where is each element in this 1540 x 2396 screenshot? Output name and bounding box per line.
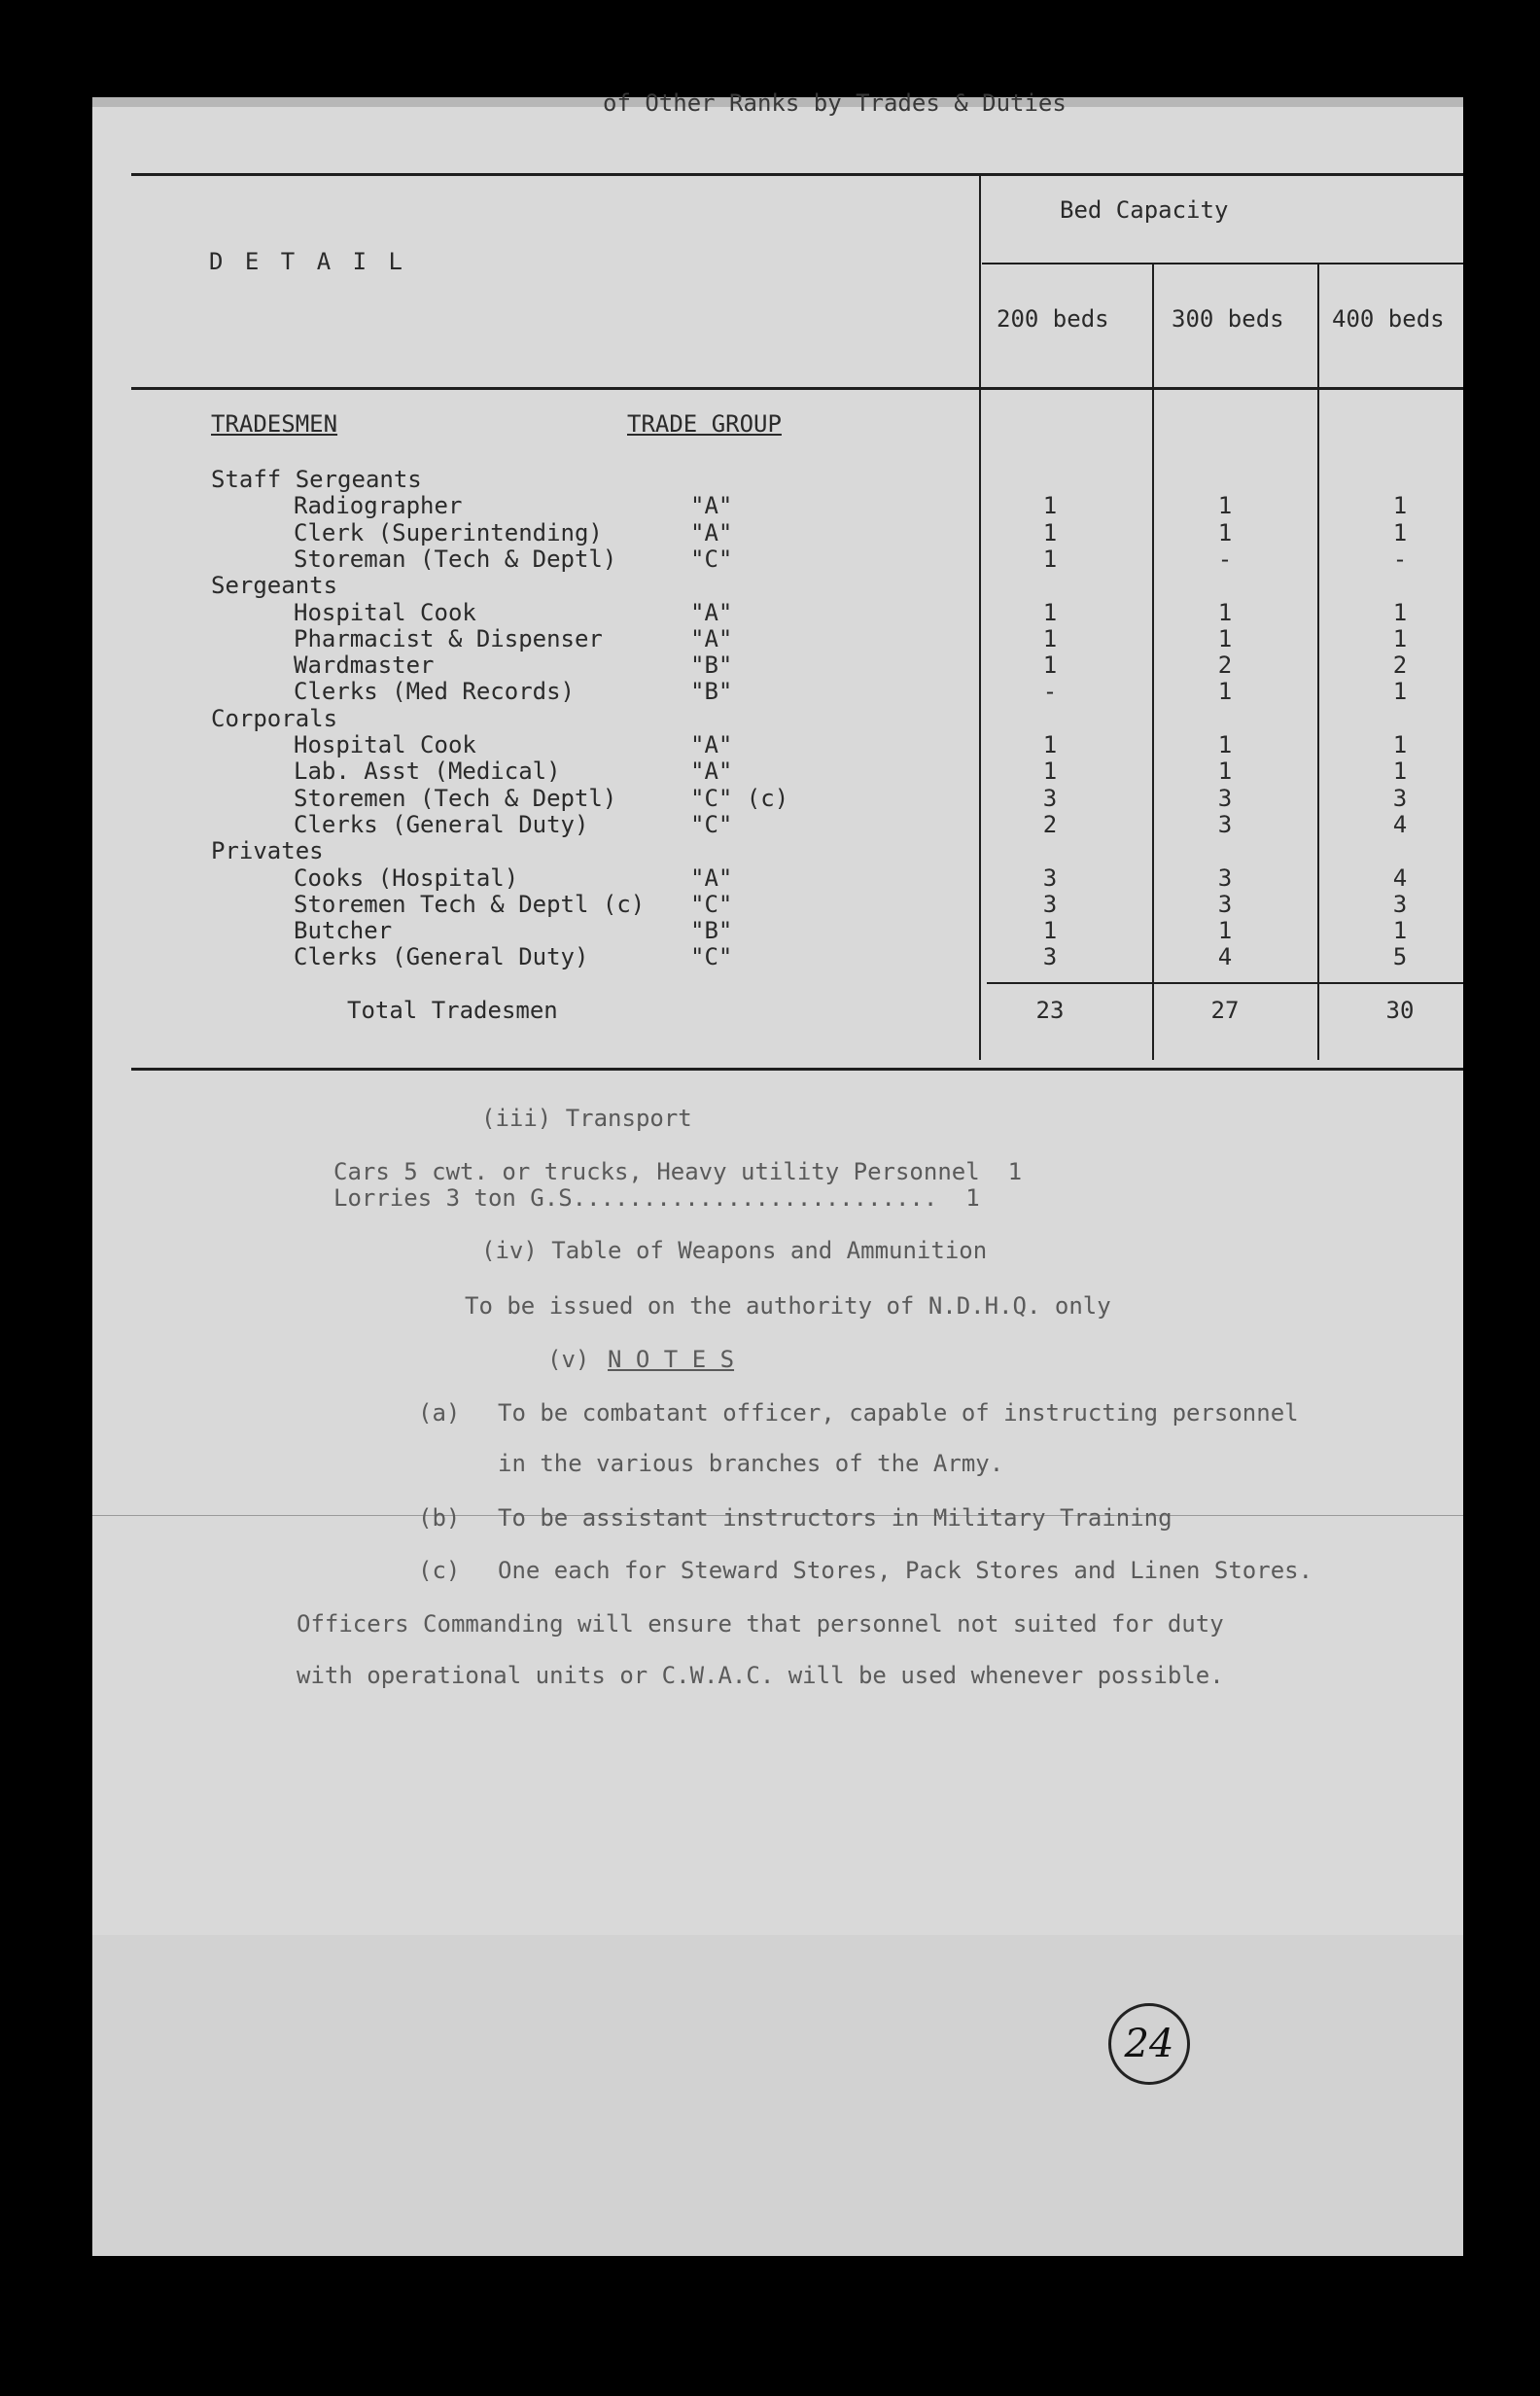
bed-count-cell: 1 xyxy=(1042,917,1058,944)
notes-heading-prefix: (v) xyxy=(547,1346,590,1373)
bed-count-cell: 1 xyxy=(1042,758,1058,785)
bed-count-cell: 3 xyxy=(1392,785,1408,812)
bed-count-cell: 3 xyxy=(1217,864,1233,892)
trade-label: Clerks (General Duty) xyxy=(294,811,589,838)
trade-label: Clerks (General Duty) xyxy=(294,943,589,970)
rank-group-label: Corporals xyxy=(211,705,338,732)
bed-capacity-label: Bed Capacity xyxy=(1060,196,1229,224)
bed-count-cell: 1 xyxy=(1392,731,1408,758)
trade-group-value: "B" xyxy=(690,652,733,679)
column-divider-3 xyxy=(1317,264,1319,1060)
bed-count-cell: 3 xyxy=(1042,785,1058,812)
total-rule xyxy=(987,982,1463,984)
bed-count-cell: 1 xyxy=(1217,678,1233,705)
bed-count-cell: 1 xyxy=(1042,731,1058,758)
note-c-text: One each for Steward Stores, Pack Stores and Linen Stores. xyxy=(498,1557,1313,1584)
trade-group-value: "C" xyxy=(690,891,733,918)
rank-group-label: Sergeants xyxy=(211,572,338,599)
bed-count-cell: 2 xyxy=(1217,652,1233,679)
trade-label: Lab. Asst (Medical) xyxy=(294,758,561,785)
bed-count-cell: 3 xyxy=(1217,811,1233,838)
bed-count-cell: 4 xyxy=(1392,811,1408,838)
bed-count-cell: 1 xyxy=(1392,678,1408,705)
trade-group-value: "A" xyxy=(690,864,733,892)
bed-count-cell: 1 xyxy=(1217,625,1233,652)
trade-label: Cooks (Hospital) xyxy=(294,864,519,892)
transport-line-lorries: Lorries 3 ton G.S.......................... 1 xyxy=(333,1184,980,1212)
trade-group-value: "B" xyxy=(690,678,733,705)
trade-label: Storemen (Tech & Deptl) xyxy=(294,785,617,812)
note-a-label: (a) xyxy=(418,1399,461,1427)
bed-count-cell: 1 xyxy=(1042,519,1058,546)
total-label: Total Tradesmen xyxy=(347,997,558,1024)
transport-heading: (iii) Transport xyxy=(481,1105,692,1132)
trade-label: Storemen Tech & Deptl (c) xyxy=(294,891,646,918)
bed-count-cell: 3 xyxy=(1042,891,1058,918)
trade-label: Radiographer xyxy=(294,492,463,519)
trade-group-value: "A" xyxy=(690,758,733,785)
bed-capacity-rule xyxy=(982,263,1463,264)
trade-group-value: "A" xyxy=(690,625,733,652)
page-number-stamp: 24 xyxy=(1108,2003,1190,2085)
table-bottom-rule xyxy=(131,1068,1463,1071)
trade-label: Hospital Cook xyxy=(294,599,476,626)
trade-group-value: "C" xyxy=(690,546,733,573)
bed-count-cell: 1 xyxy=(1392,599,1408,626)
trade-label: Clerks (Med Records) xyxy=(294,678,575,705)
trade-label: Hospital Cook xyxy=(294,731,476,758)
bed-count-cell: - xyxy=(1042,678,1058,705)
trade-label: Wardmaster xyxy=(294,652,435,679)
bed-count-cell: 1 xyxy=(1042,546,1058,573)
bed-count-cell: 1 xyxy=(1217,492,1233,519)
trade-group-value: "A" xyxy=(690,731,733,758)
bed-count-cell: 1 xyxy=(1042,599,1058,626)
header-bottom-rule xyxy=(131,387,1463,390)
bed-count-cell: 3 xyxy=(1217,891,1233,918)
total-400: 30 xyxy=(1385,997,1415,1024)
bed-count-cell: 2 xyxy=(1392,652,1408,679)
weapons-text: To be issued on the authority of N.D.H.Q. only xyxy=(465,1292,1111,1320)
notes-heading: N O T E S xyxy=(608,1346,735,1373)
bed-count-cell: 1 xyxy=(1392,625,1408,652)
transport-line-cars: Cars 5 cwt. or trucks, Heavy utility Personnel 1 xyxy=(333,1158,1023,1185)
note-b-text: To be assistant instructors in Military Training xyxy=(498,1504,1172,1532)
trade-group-value: "A" xyxy=(690,492,733,519)
bed-count-cell: 1 xyxy=(1392,492,1408,519)
total-200: 23 xyxy=(1035,997,1065,1024)
bed-count-cell: 3 xyxy=(1392,891,1408,918)
bed-count-cell: 3 xyxy=(1217,785,1233,812)
bed-count-cell: 3 xyxy=(1042,943,1058,970)
trade-group-value: "A" xyxy=(690,599,733,626)
closing-line-2: with operational units or C.W.A.C. will be used whenever possible. xyxy=(297,1662,1224,1689)
page-header: of Other Ranks by Trades & Duties xyxy=(603,89,1067,117)
rank-group-label: Privates xyxy=(211,837,324,864)
trade-label: Clerk (Superintending) xyxy=(294,519,603,546)
bed-count-cell: 1 xyxy=(1392,758,1408,785)
trade-group-heading: TRADE GROUP xyxy=(627,410,782,438)
tradesmen-heading: TRADESMEN xyxy=(211,410,338,438)
bed-count-cell: 1 xyxy=(1217,758,1233,785)
trade-group-value: "A" xyxy=(690,519,733,546)
table-top-rule xyxy=(131,173,1463,176)
column-divider-2 xyxy=(1152,264,1154,1060)
bed-count-cell: - xyxy=(1217,546,1233,573)
closing-line-1: Officers Commanding will ensure that personnel not suited for duty xyxy=(297,1610,1224,1638)
trade-group-value: "C" xyxy=(690,943,733,970)
note-c-label: (c) xyxy=(418,1557,461,1584)
bed-count-cell: 1 xyxy=(1217,599,1233,626)
column-divider-1 xyxy=(979,175,981,1060)
bed-count-cell: 2 xyxy=(1042,811,1058,838)
bed-count-cell: 1 xyxy=(1217,519,1233,546)
trade-group-value: "C" xyxy=(690,811,733,838)
bed-count-cell: 4 xyxy=(1217,943,1233,970)
total-300: 27 xyxy=(1210,997,1240,1024)
rank-group-label: Staff Sergeants xyxy=(211,466,422,493)
bed-count-cell: 1 xyxy=(1217,731,1233,758)
note-b-label: (b) xyxy=(418,1504,461,1532)
trade-group-value: "B" xyxy=(690,917,733,944)
bed-count-cell: 5 xyxy=(1392,943,1408,970)
trade-label: Pharmacist & Dispenser xyxy=(294,625,603,652)
column-header-400: 400 beds xyxy=(1332,305,1445,333)
bed-count-cell: 3 xyxy=(1042,864,1058,892)
bed-count-cell: 1 xyxy=(1042,625,1058,652)
bed-count-cell: 1 xyxy=(1042,652,1058,679)
bed-count-cell: 1 xyxy=(1392,519,1408,546)
bed-count-cell: 1 xyxy=(1392,917,1408,944)
note-a-line1: To be combatant officer, capable of instructing personnel xyxy=(498,1399,1299,1427)
bed-count-cell: 4 xyxy=(1392,864,1408,892)
trade-label: Storeman (Tech & Deptl) xyxy=(294,546,617,573)
paper-lower-band xyxy=(92,1935,1463,2256)
bed-count-cell: 1 xyxy=(1217,917,1233,944)
bed-count-cell: 1 xyxy=(1042,492,1058,519)
detail-label: D E T A I L xyxy=(209,248,406,275)
note-a-line2: in the various branches of the Army. xyxy=(498,1450,1004,1477)
trade-group-value: "C" (c) xyxy=(690,785,789,812)
column-header-200: 200 beds xyxy=(997,305,1109,333)
trade-label: Butcher xyxy=(294,917,393,944)
bed-count-cell: - xyxy=(1392,546,1408,573)
weapons-heading: (iv) Table of Weapons and Ammunition xyxy=(481,1237,988,1264)
column-header-300: 300 beds xyxy=(1172,305,1284,333)
